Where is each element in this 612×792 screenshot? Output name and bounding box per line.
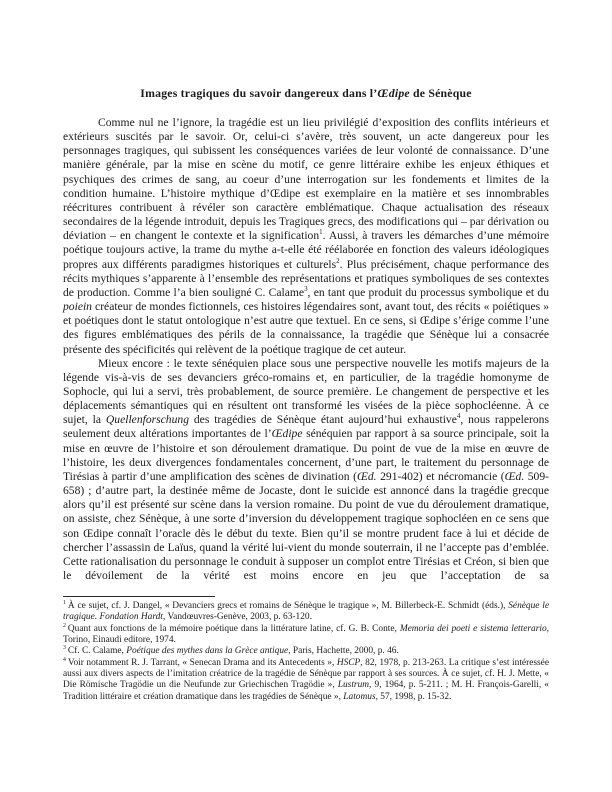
footnote-number: 4 (63, 656, 66, 663)
footnote-4 (63, 658, 549, 703)
footnote-separator (63, 596, 215, 597)
footnotes-section (63, 601, 549, 703)
footnote-1 (63, 601, 549, 624)
footnote-number: 2 (63, 622, 66, 629)
footnote-2 (63, 624, 549, 647)
paragraph-analysis: Mieux encore : le texte sénéquien place sous une perspective nouvelle les motifs majeurs de la légende vis-à-vis de ses devanciers gréco-romains et, en particulier, de la tragédie homonyme de Sophocle, qui lui a servi, très probablement, de source première. Le changement de perspective et les déplacements sémantiques qui en résultent ont transformé les visées de la pièce sophocléenne. À ce sujet, la Quellenforschung des tragédies de Sénèque étant aujourd’hui exhaustive$^4$, nous rappelerons seulement deux altérations importantes de l’Œdipe sénéquien par rapport à sa source principale, soit la mise en œuvre de l’histoire et son déroulement dramatique. Du point de vue de la mise en œuvre de l’histoire, les deux divergences fondamentales concernent, d’une part, le traitement du personnage de Tirésias à partir d’une amplification des scènes de divination (Œd. 291-402) et nécromancie (Œd. 509-658) ; d’autre part, la destinée même de Jocaste, dont le suicide est annoncé dans la tragédie grecque alors qu’il est présenté sur scène dans la version romaine. Du point de vue du déroulement dramatique, on assiste, chez Sénèque, à une sorte d’inversion du développement tragique sophocléen en ce sens que son Œdipe connaît l’oracle dès le début du texte. Bien qu’il se montre prudent face à lui et décide de chercher l’assassin de Laïus, quand la vérité lui-vient du monde souterrain, il ne l’accepte pas d’emblée. Cette rationalisation du personnage le conduit à supposer un complot entre Tirésias et Créon, si bien que le dévoilement de la vérité est moins encore en jeu que l’acceptation de sa (63, 356, 550, 582)
footnote-text: Cf. C. Calame, Poétique des mythes dans la Grèce antique, Paris, Hachette, 2000, p. 46. (67, 646, 399, 657)
page-title: Images tragiques du savoir dangereux dans l’Œdipe de Sénèque (140, 86, 472, 100)
footnote-text: À ce sujet, cf. J. Dangel, « Devanciers grecs et romains de Sénèque le tragique », M. Billerbeck-E. Schmidt (éds.), Sénèque le tragique. Fondation Hardt, Vandœuvres-Genève, 2003, p. 63-120. (63, 601, 550, 623)
footnote-text: Voir notamment R. J. Tarrant, « Senecan Drama and its Antecedents », HSCP, 82, 1978, p. 213-263. La critique s’est intéressée aussi aux divers aspects de l’imitation créatrice de la tragédie de Sénèque par rapport à ses sources. À ce sujet, cf. H. J. Mette, « Die Römische Tragödie un die Neufunde zur Griechischen Tragödie », Lustrum, 9, 1964, p. 5-211. ; M. H. François-Garelli, « Tradition littéraire et création dramatique dans les tragédies de Sénèque », Latomus, 57, 1998, p. 15-32. (63, 657, 549, 702)
footnote-text: Quant aux fonctions de la mémoire poétique dans la littérature latine, cf. G. B. Conte, Memoria dei poeti e sistema letterario, Torino, Einaudi editore, 1974. (63, 623, 549, 646)
article-body (63, 116, 549, 583)
footnote-number: 1 (63, 600, 66, 607)
footnote-number: 3 (63, 645, 66, 652)
paragraph-intro: Comme nul ne l’ignore, la tragédie est un lieu privilégié d’exposition des conflits intérieurs et extérieurs suscités par le savoir. Or, celui-ci s’avère, très souvent, un acte dangereux pour les personnages tragiques, qui subissent les conséquences variées de leur volonté de connaissance. D’une manière générale, par la mise en scène du motif, ce genre littéraire exhibe les enjeux éthiques et psychiques des crimes de sang, au coeur d’une interrogation sur les fondements et limites de la condition humaine. L’histoire mythique d’Œdipe est exemplaire en la matière et ses innombrables réécritures contribuent à révéler son caractère emblématique. Chaque actualisation des réseaux secondaires de la légende introduit, depuis les Tragiques grecs, des modifications qui – par dérivation ou déviation – en changent le contexte et la signification$^1$. Aussi, à travers les démarches d’une mémoire poétique toujours active, la trame du mythe a-t-elle été réélaborée en fonction des valeurs idéologiques propres aux différents paradigmes historiques et culturels$^2$. Plus précisément, chaque performance des récits mythiques s’apparente à l’ensemble des représentations et pratiques symboliques de ses contextes de production. Comme l’a bien souligné C. Calame$^3$, en tant que produit du processus symbolique et du poiein créateur de mondes fictionnels, ces histoires légendaires sont, avant tout, des récits « poiétiques » et poétiques dont le statut ontologique n’est autre que textuel. En ce sens, si Œdipe s’érige comme l’une des figures emblématiques des périls de la connaissance, la tragédie que Sénèque lui a consacrée présente des spécificités qui relèvent de la poétique tragique de cet auteur. (63, 116, 549, 356)
footnote-3 (63, 646, 549, 657)
